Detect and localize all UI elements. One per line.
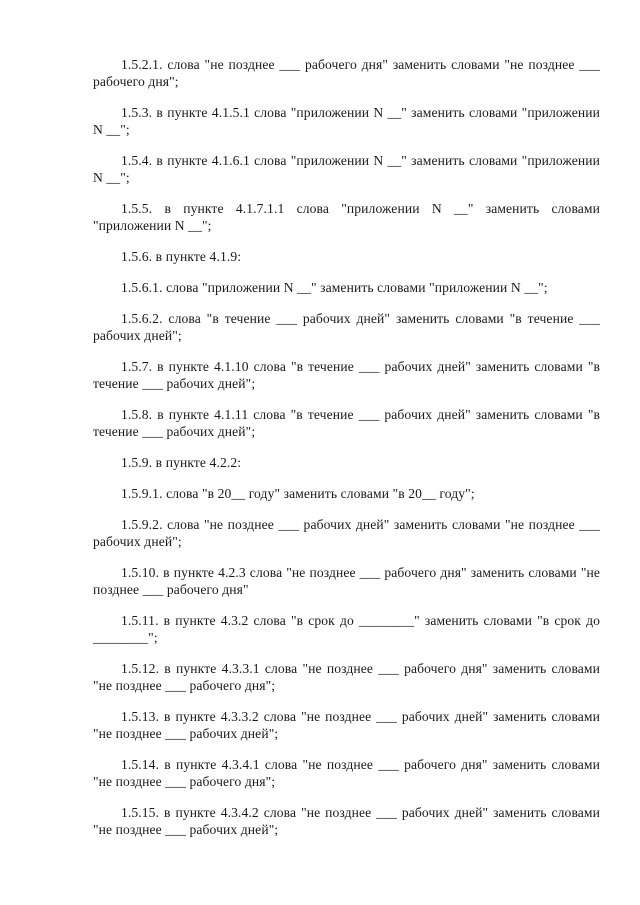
paragraph-1-5-6: 1.5.6. в пункте 4.1.9: (121, 249, 242, 264)
paragraph-1-5-9: 1.5.9. в пункте 4.2.2: (121, 455, 242, 470)
paragraph-1-5-2-1: 1.5.2.1. слова "не позднее ___ рабочего дня" заменить словами "не позднее ___ рабочего дня"; (93, 57, 600, 89)
paragraph-1-5-6-1: 1.5.6.1. слова "приложении N __" заменить словами "приложении N __"; (121, 280, 548, 295)
paragraph-1-5-12: 1.5.12. в пункте 4.3.3.1 слова "не позднее ___ рабочего дня" заменить словами "не позднее ___ рабочего дня"; (93, 661, 600, 693)
paragraph-1-5-8: 1.5.8. в пункте 4.1.11 слова "в течение ___ рабочих дней" заменить словами "в течение ___ рабочих дней"; (93, 407, 600, 439)
paragraph-1-5-13: 1.5.13. в пункте 4.3.3.2 слова "не позднее ___ рабочих дней" заменить словами "не позднее ___ рабочих дней"; (93, 709, 600, 741)
paragraph-1-5-10: 1.5.10. в пункте 4.2.3 слова "не позднее ___ рабочего дня" заменить словами "не позднее ___ рабочего дня" (93, 565, 600, 597)
paragraph-1-5-11: 1.5.11. в пункте 4.3.2 слова "в срок до ________" заменить словами "в срок до ________"; (93, 613, 600, 645)
paragraph-1-5-14: 1.5.14. в пункте 4.3.4.1 слова "не позднее ___ рабочего дня" заменить словами "не позднее ___ рабочего дня"; (93, 757, 600, 789)
paragraph-1-5-9-2: 1.5.9.2. слова "не позднее ___ рабочих дней" заменить словами "не позднее ___ рабочих дней"; (93, 517, 600, 549)
paragraph-1-5-5: 1.5.5. в пункте 4.1.7.1.1 слова "приложении N __" заменить словами "приложении N __"; (93, 201, 600, 233)
paragraph-1-5-4: 1.5.4. в пункте 4.1.6.1 слова "приложении N __" заменить словами "приложении N __"; (93, 153, 600, 185)
paragraph-1-5-6-2: 1.5.6.2. слова "в течение ___ рабочих дней" заменить словами "в течение ___ рабочих дней"; (93, 311, 600, 343)
paragraph-1-5-15: 1.5.15. в пункте 4.3.4.2 слова "не позднее ___ рабочих дней" заменить словами "не позднее ___ рабочих дней"; (93, 805, 600, 837)
document-body (93, 56, 600, 852)
paragraph-1-5-3: 1.5.3. в пункте 4.1.5.1 слова "приложении N __" заменить словами "приложении N __"; (93, 105, 600, 137)
paragraph-1-5-9-1: 1.5.9.1. слова "в 20__ году" заменить словами "в 20__ году"; (121, 486, 475, 501)
paragraph-1-5-7: 1.5.7. в пункте 4.1.10 слова "в течение ___ рабочих дней" заменить словами "в течение ___ рабочих дней"; (93, 359, 600, 391)
